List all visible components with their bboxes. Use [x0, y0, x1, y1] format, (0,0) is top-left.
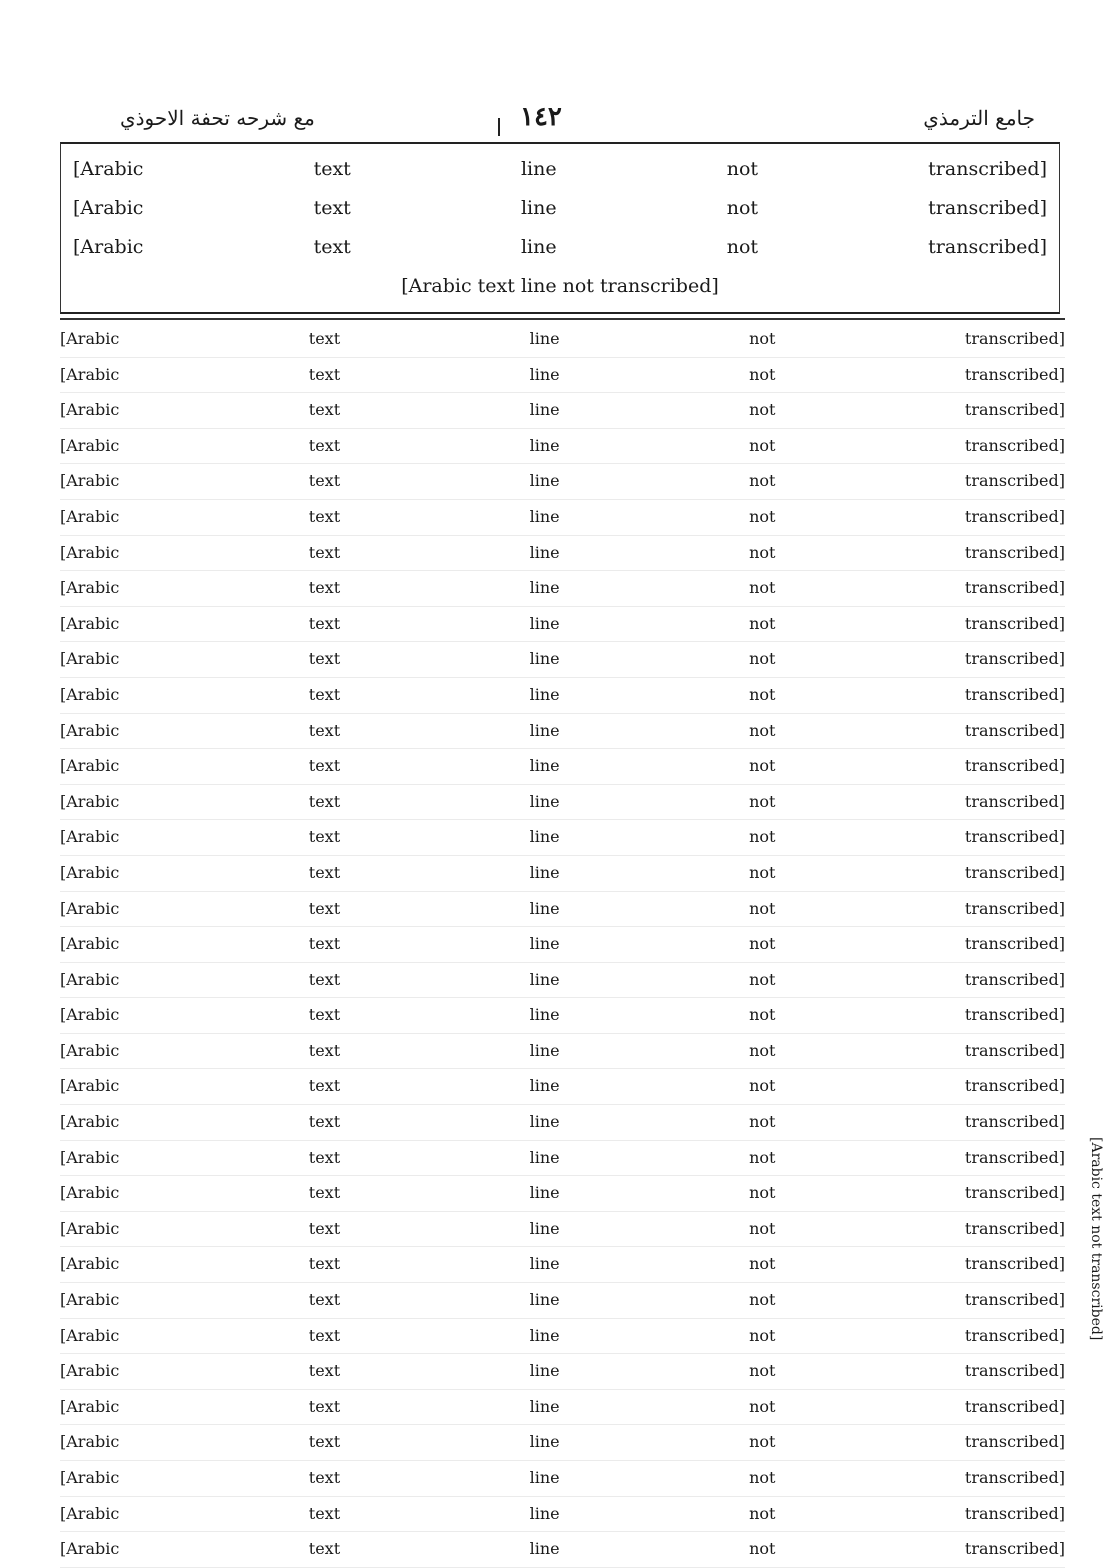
commentary-line: [Arabic text line not transcribed]: [60, 785, 1065, 821]
commentary-line: [Arabic text line not transcribed]: [60, 714, 1065, 750]
commentary-line: [Arabic text line not transcribed]: [60, 1390, 1065, 1426]
hadith-line: [Arabic text line not transcribed]: [401, 275, 719, 297]
page-number-divider: [498, 118, 500, 136]
commentary-line: [Arabic text line not transcribed]: [60, 1354, 1065, 1390]
commentary-line: [Arabic text line not transcribed]: [60, 464, 1065, 500]
commentary-line: [Arabic text line not transcribed]: [60, 322, 1065, 358]
commentary-line: [Arabic text line not transcribed]: [60, 749, 1065, 785]
book-title-header: جامع الترمذي: [923, 106, 1035, 130]
commentary-line: [Arabic text line not transcribed]: [60, 1105, 1065, 1141]
commentary-line: [Arabic text line not transcribed]: [60, 571, 1065, 607]
commentary-line: [Arabic text line not transcribed]: [60, 1034, 1065, 1070]
commentary-line: [Arabic text line not transcribed]: [60, 642, 1065, 678]
margin-note: [Arabic text not transcribed]: [1088, 1136, 1104, 1340]
commentary-line: [Arabic text line not transcribed]: [60, 393, 1065, 429]
commentary-line: [Arabic text line not transcribed]: [60, 607, 1065, 643]
commentary-line: [Arabic text line not transcribed]: [60, 998, 1065, 1034]
commentary-line: [Arabic text line not transcribed]: [60, 1141, 1065, 1177]
commentary-line: [Arabic text line not transcribed]: [60, 678, 1065, 714]
commentary-line: [Arabic text line not transcribed]: [60, 1497, 1065, 1533]
commentary-line: [Arabic text line not transcribed]: [60, 856, 1065, 892]
commentary-line: [Arabic text line not transcribed]: [60, 536, 1065, 572]
commentary-line: [Arabic text line not transcribed]: [60, 1425, 1065, 1461]
commentary-body: [60, 322, 1065, 1559]
commentary-line: [Arabic text line not transcribed]: [60, 1247, 1065, 1283]
commentary-line: [Arabic text line not transcribed]: [60, 1176, 1065, 1212]
commentary-line: [Arabic text line not transcribed]: [60, 927, 1065, 963]
commentary-line: [Arabic text line not transcribed]: [60, 892, 1065, 928]
commentary-title-header: مع شرحه تحفة الاحوذي: [120, 106, 315, 130]
commentary-line: [Arabic text line not transcribed]: [60, 429, 1065, 465]
commentary-line: [Arabic text line not transcribed]: [60, 1212, 1065, 1248]
hadith-line: [Arabic text line not transcribed]: [73, 158, 1047, 180]
commentary-line: [Arabic text line not transcribed]: [60, 1283, 1065, 1319]
commentary-line: [Arabic text line not transcribed]: [60, 1461, 1065, 1497]
commentary-line: [Arabic text line not transcribed]: [60, 1319, 1065, 1355]
commentary-line: [Arabic text line not transcribed]: [60, 1069, 1065, 1105]
commentary-line: [Arabic text line not transcribed]: [60, 358, 1065, 394]
commentary-line: [Arabic text line not transcribed]: [60, 500, 1065, 536]
hadith-line: [Arabic text line not transcribed]: [73, 236, 1047, 258]
commentary-line: [Arabic text line not transcribed]: [60, 1532, 1065, 1568]
commentary-line: [Arabic text line not transcribed]: [60, 820, 1065, 856]
commentary-line: [Arabic text line not transcribed]: [60, 963, 1065, 999]
hadith-line: [Arabic text line not transcribed]: [73, 197, 1047, 219]
hadith-text-box: [60, 142, 1060, 314]
section-divider: [60, 318, 1065, 320]
page-number: ١٤٢: [520, 102, 562, 132]
